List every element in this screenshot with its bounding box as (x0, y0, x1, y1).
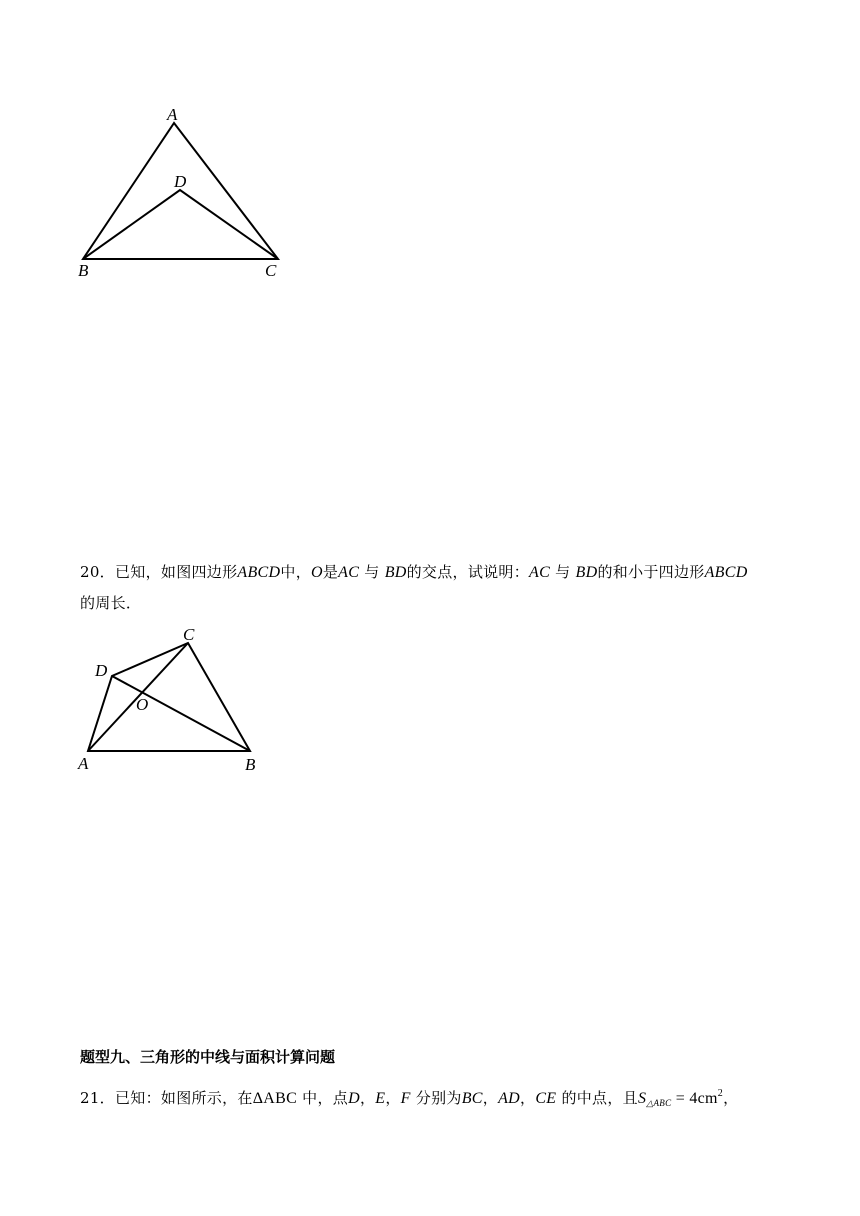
figure-triangle-abc-d (0, 0, 860, 300)
math-f: F (400, 1090, 411, 1107)
math-o: O (311, 564, 323, 581)
text: ， (520, 1089, 536, 1107)
quadrilateral-abcd (88, 643, 250, 751)
text: 的周长． (80, 594, 142, 612)
math-triangle-abc: ΔABC (252, 1090, 298, 1107)
text: 的中点，且 (561, 1089, 638, 1107)
math-bd: BD (384, 564, 407, 581)
math-d: D (348, 1090, 360, 1107)
label-a: A (78, 754, 89, 773)
label-d: D (95, 661, 108, 680)
math-bd: BD (575, 564, 598, 581)
text: ， (385, 1089, 401, 1107)
math-ce: CE (535, 1090, 557, 1107)
label-o: O (136, 695, 149, 714)
math-bc: BC (461, 1090, 483, 1107)
math-area-value: = 4cm (671, 1090, 718, 1107)
segments-bd-dc (83, 190, 278, 259)
question-number: 21． (80, 1089, 115, 1107)
text: 分别为 (415, 1089, 462, 1107)
figure-quadrilateral-abcd (0, 620, 860, 780)
text: 与 (364, 563, 380, 581)
question-20 (80, 557, 790, 618)
text: 已知：如图所示，在 (115, 1089, 253, 1107)
question-number: 20． (80, 563, 115, 581)
math-abcd: ABCD (237, 564, 281, 581)
text: 的交点，试说明： (406, 563, 530, 581)
text: ， (359, 1089, 376, 1107)
text: 的和小于四边形 (597, 563, 705, 581)
math-ac: AC (529, 564, 551, 581)
math-subscript: △ABC (646, 1098, 672, 1108)
text: 是 (322, 563, 339, 581)
section-heading: 题型九、三角形的中线与面积计算问题 (80, 1048, 336, 1066)
text: 已知，如图四边形 (115, 563, 238, 581)
math-s: S (637, 1090, 647, 1107)
label-a: A (167, 105, 178, 124)
text: 与 (555, 563, 571, 581)
math-ac: AC (338, 564, 360, 581)
question-21 (80, 1079, 800, 1118)
label-b: B (245, 755, 256, 774)
math-superscript: 2 (717, 1088, 724, 1099)
text: ， (482, 1089, 499, 1107)
text: 中，点 (302, 1089, 349, 1107)
label-d: D (174, 172, 187, 191)
text: ， (723, 1089, 739, 1107)
label-c: C (183, 625, 195, 644)
label-c: C (265, 261, 277, 280)
label-b: B (78, 261, 89, 280)
math-abcd: ABCD (704, 564, 748, 581)
math-e: E (375, 1090, 386, 1107)
math-ad: AD (498, 1090, 520, 1107)
text: 中， (280, 563, 311, 581)
